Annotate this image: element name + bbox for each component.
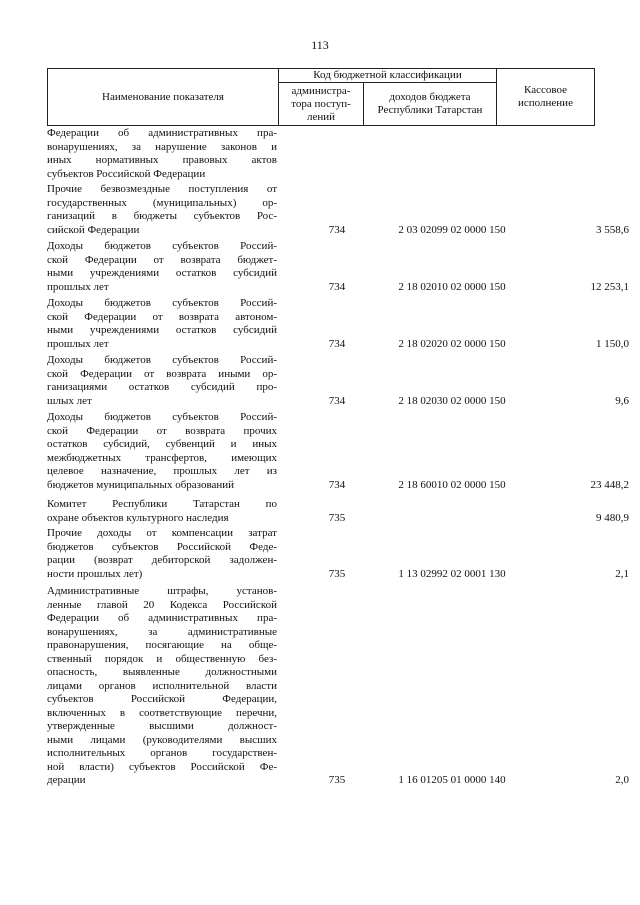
row-name-line: утвержденные высшими должност- <box>47 720 277 732</box>
row-code: 1 13 02992 02 0001 130 <box>398 567 506 580</box>
row-admin: 734 <box>328 394 346 407</box>
row-amount: 9 480,9 <box>596 511 629 524</box>
header-col-income-line: доходов бюджета <box>389 91 471 103</box>
row-name-line: Доходы бюджетов субъектов Россий- <box>47 354 277 366</box>
row-amount: 12 253,1 <box>590 280 629 293</box>
row-name <box>47 498 277 525</box>
row-admin: 734 <box>328 478 346 491</box>
row-name-line: иных нормативных правовых актов <box>47 154 277 166</box>
table-row <box>47 240 629 294</box>
header-group-title: Код бюджетной классификации <box>313 69 462 81</box>
header-col-income <box>364 83 496 125</box>
header-col-amount <box>497 69 594 125</box>
row-name-line: Прочие доходы от компенсации затрат <box>47 527 277 539</box>
header-col-amount-line: исполнение <box>518 97 573 109</box>
row-name-line: бюджетов муниципальных образований <box>47 478 235 491</box>
row-admin: 735 <box>328 511 346 524</box>
row-code: 2 03 02099 02 0000 150 <box>398 223 506 236</box>
row-name-line: ской Федерации от возврата автоном- <box>47 310 277 323</box>
row-name-line: бюджетов субъектов Российской Феде- <box>47 540 277 553</box>
row-name-line: прошлых лет <box>47 280 109 293</box>
row-name-line: Доходы бюджетов субъектов Россий- <box>47 411 277 423</box>
table-row <box>47 354 629 408</box>
row-name-line: ской Федерации от возврата прочих <box>47 424 277 437</box>
row-name-line: сийской Федерации <box>47 223 140 236</box>
row-name-line: государственных (муниципальных) ор- <box>47 196 277 209</box>
row-name <box>47 585 277 788</box>
row-amount: 1 150,0 <box>596 337 629 350</box>
row-name-line: вонарушениях, за нарушение законов и <box>47 140 277 153</box>
row-name-line: ганизациями остатков субсидий про- <box>47 381 277 393</box>
header-col-admin-line: администра- <box>291 84 351 97</box>
row-code: 2 18 60010 02 0000 150 <box>398 478 506 491</box>
row-name <box>47 411 277 492</box>
row-name <box>47 527 277 581</box>
row-name-line: включенных в соответствующие перечни, <box>47 706 277 719</box>
header-col-admin-line: тора поступ- <box>291 97 351 110</box>
table-row <box>47 127 595 181</box>
row-name-line: ными лицами (руководителями высших <box>47 733 277 746</box>
row-name <box>47 127 277 181</box>
row-name-line: Доходы бюджетов субъектов Россий- <box>47 240 277 252</box>
row-amount: 3 558,6 <box>596 223 629 236</box>
row-admin: 734 <box>328 223 346 236</box>
page-number: 113 <box>311 38 329 52</box>
row-name-line: прошлых лет <box>47 337 109 350</box>
row-name-line: охране объектов культурного наследия <box>47 511 229 524</box>
row-code: 2 18 02030 02 0000 150 <box>398 394 506 407</box>
row-admin: 735 <box>328 567 346 580</box>
table-row <box>47 411 629 492</box>
row-name-line: Административные штрафы, установ- <box>47 585 277 597</box>
table-header <box>47 68 595 126</box>
row-admin: 734 <box>328 280 346 293</box>
row-name-line: ными учреждениями остатков субсидий <box>47 324 277 336</box>
row-name-line: ской Федерации от возврата бюджет- <box>47 253 277 266</box>
row-name-line: ственный порядок и общественную без- <box>47 652 277 665</box>
row-admin: 734 <box>328 337 346 350</box>
header-col-name: Наименование показателя <box>102 90 224 103</box>
row-name-line: межбюджетных трансфертов, имеющих <box>47 451 277 464</box>
header-col-admin <box>279 83 363 125</box>
row-name-line: ными учреждениями остатков субсидий <box>47 267 277 279</box>
row-code: 2 18 02020 02 0000 150 <box>398 337 506 350</box>
row-amount: 2,0 <box>615 774 629 786</box>
row-name-line: ности прошлых лет) <box>47 567 143 580</box>
row-amount: 2,1 <box>615 567 629 580</box>
row-name-line: дерации <box>47 774 86 786</box>
header-col-admin-line: лений <box>306 110 336 123</box>
row-name-line: лицами органов исполнительной власти <box>47 679 277 692</box>
row-name-line: вонарушениях, за административные <box>47 625 277 638</box>
table-row <box>47 585 629 788</box>
table-row <box>47 498 629 525</box>
header-col-amount-line: Кассовое <box>524 84 567 96</box>
row-name <box>47 354 277 408</box>
row-name-line: Прочие безвозмездные поступления от <box>47 183 277 195</box>
row-name <box>47 240 277 294</box>
row-name-line: правонарушения, посягающие на обще- <box>47 639 277 651</box>
row-name-line: Доходы бюджетов субъектов Россий- <box>47 297 277 309</box>
row-name-line: остатков субсидий, субвенций и иных <box>47 438 277 450</box>
row-name-line: шлых лет <box>47 394 92 407</box>
row-name-line: Федерации об административных пра- <box>47 127 277 139</box>
row-name <box>47 183 277 237</box>
row-name-line: субъектов Российской Федерации <box>47 167 206 180</box>
row-name-line: целевое назначение, прошлых лет из <box>47 465 277 477</box>
row-admin: 735 <box>328 774 346 786</box>
row-amount: 9,6 <box>615 394 629 407</box>
table-row <box>47 183 629 237</box>
row-name-line: ской Федерации от возврата иными ор- <box>47 367 277 380</box>
row-name <box>47 297 277 351</box>
header-col-income-line: Республики Татарстан <box>377 104 483 116</box>
row-name-line: ганизаций в бюджеты субъектов Рос- <box>47 210 277 222</box>
row-name-line: Комитет Республики Татарстан по <box>47 498 277 510</box>
row-name-line: субъектов Российской Федерации, <box>47 693 277 705</box>
row-code: 1 16 01205 01 0000 140 <box>398 774 506 786</box>
row-name-line: ной власти) субъектов Российской Фе- <box>47 760 277 773</box>
row-name-line: исполнительных органов государствен- <box>47 747 277 759</box>
row-name-line: опасность, выявленные должностными <box>47 666 277 678</box>
table-row <box>47 297 629 351</box>
row-name-line: ленные главой 20 Кодекса Российской <box>47 598 277 611</box>
table-row <box>47 527 629 581</box>
row-amount: 23 448,2 <box>590 478 629 491</box>
row-name-line: Федерации об административных пра- <box>47 612 277 624</box>
row-name-line: рации (возврат дебиторской задолжен- <box>47 554 277 566</box>
row-code: 2 18 02010 02 0000 150 <box>398 280 506 293</box>
